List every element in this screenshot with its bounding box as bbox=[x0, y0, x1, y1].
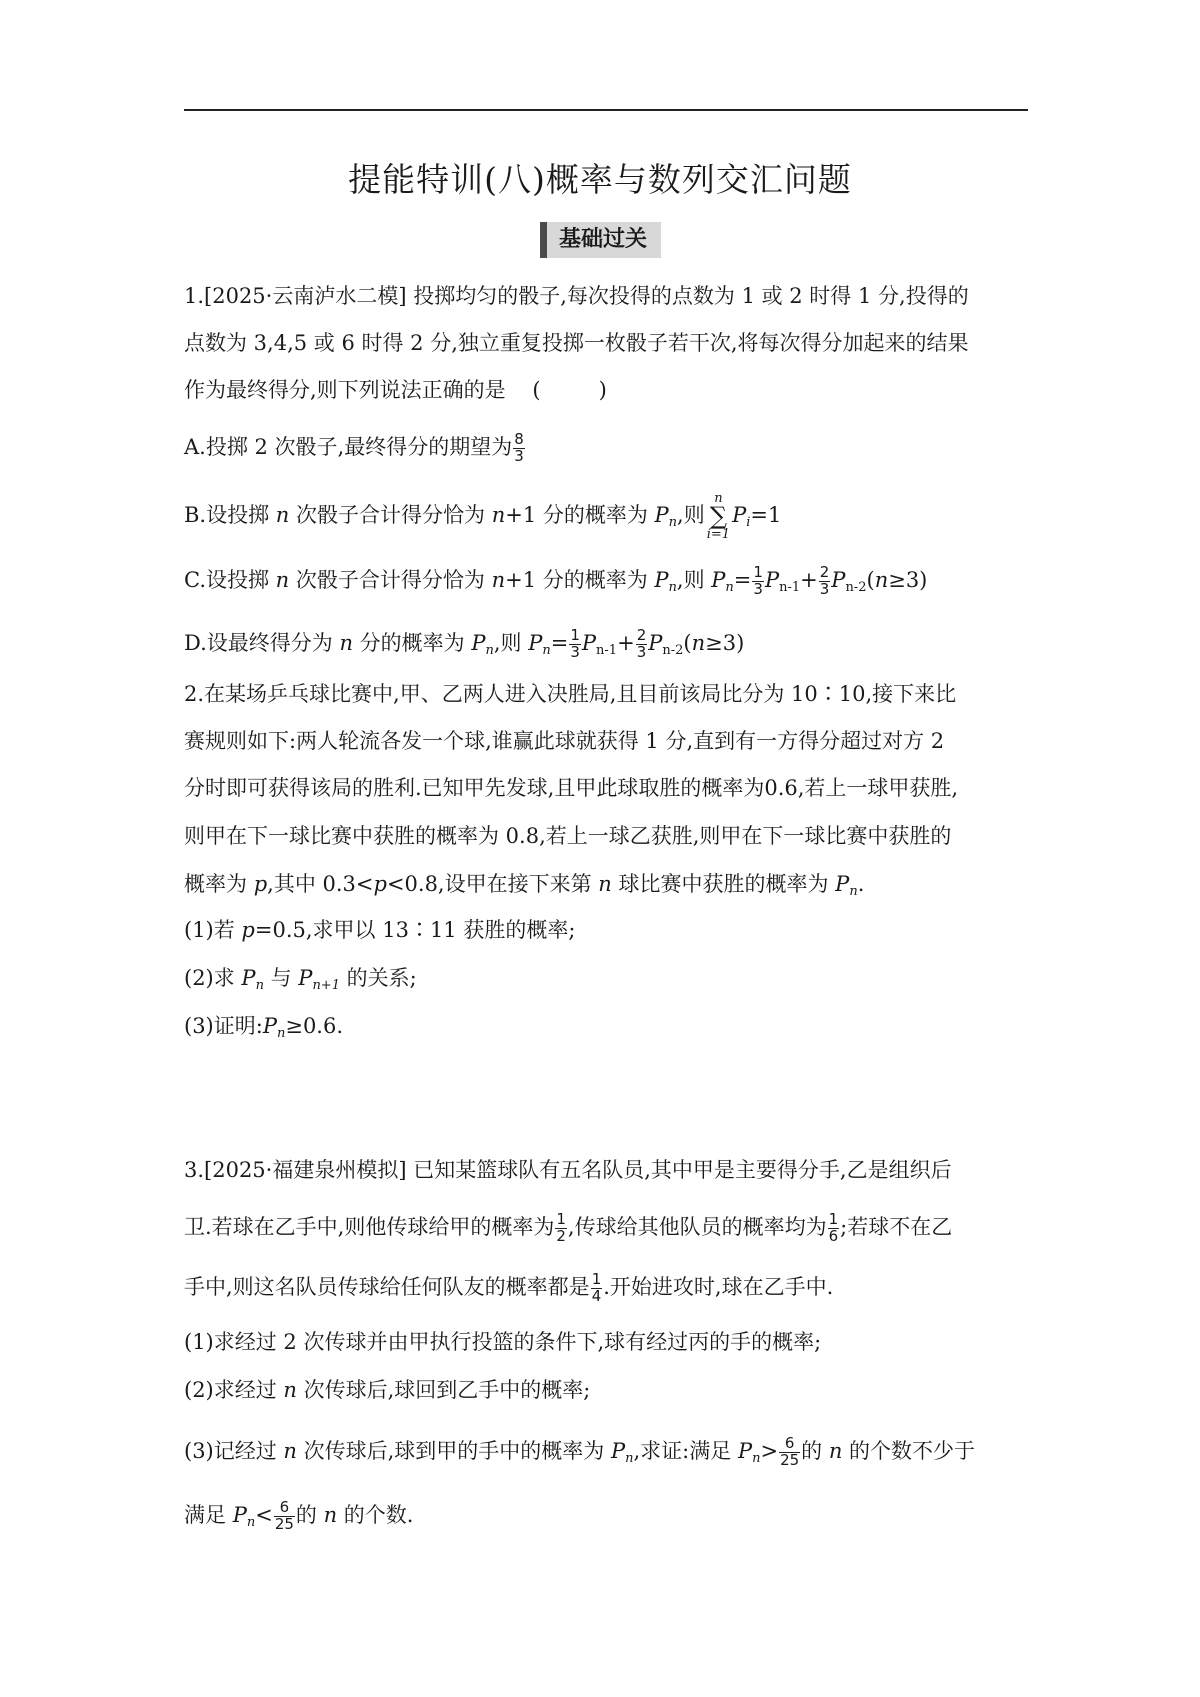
q3-sub-3-cont: 满足 $P_n<$ $\frac{6}{25}$ 的 n 的个数. bbox=[184, 1498, 414, 1533]
q3-line-1: 3.[2025·福建泉州模拟] 已知某篮球队有五名队员,其中甲是主要得分手,乙是组织后 bbox=[184, 1158, 952, 1182]
q1-option-d: D.设最终得分为 n 分的概率为 $P_n$,则 $P_n=$ $\frac{1}{3}$ $P_{n-1}+$ $\frac{2}{3}$ $P_{n-2}(n\ge 3)$ bbox=[184, 626, 745, 661]
fraction: $\frac{2}{3}$ bbox=[636, 626, 647, 661]
q1-line-1: 1.[2025·云南泸水二模] 投掷均匀的骰子,每次投得的点数为 1 或 2 时得 1 分,投得的 bbox=[184, 284, 969, 308]
fraction: $\frac{6}{25}$ bbox=[274, 1498, 294, 1533]
q2-line-2: 赛规则如下:两人轮流各发一个球,谁赢此球就获得 1 分,直到有一方得分超过对方 2 bbox=[184, 729, 945, 753]
q1-option-c: C.设投掷 n 次骰子合计得分恰为 n+1 分的概率为 $P_n$,则 $P_n=$ $\frac{1}{3}$ $P_{n-1}+$ $\frac{2}{3}$ $P_{n-2}(n\ge 3)$ bbox=[184, 563, 928, 598]
q2-line-3: 分时即可获得该局的胜利.已知甲先发球,且甲此球取胜的概率为0.6,若上一球甲获胜, bbox=[184, 776, 959, 800]
q1-line-2: 点数为 3,4,5 或 6 时得 2 分,独立重复投掷一枚骰子若干次,将每次得分加起来的结果 bbox=[184, 331, 969, 355]
q2-line-1: 2.在某场乒乓球比赛中,甲、乙两人进入决胜局,且目前该局比分为 10∶10,接下来比 bbox=[184, 682, 957, 706]
q2-line-4: 则甲在下一球比赛中获胜的概率为 0.8,若上一球乙获胜,则甲在下一球比赛中获胜的 bbox=[184, 824, 952, 848]
fraction: $\frac{1}{3}$ bbox=[570, 626, 580, 661]
q2-sub-3: (3)证明$:P_n\ge 0.6$. bbox=[184, 1014, 344, 1041]
top-rule bbox=[184, 109, 1028, 111]
q3-line-3: 手中,则这名队员传球给任何队友的概率都是 $\frac{1}{4}$ .开始进攻时,球在乙手中. bbox=[184, 1270, 834, 1305]
q2-line-5: 概率为 p,其中 0.3<p<0.8,设甲在接下来第 n 球比赛中获胜的概率为 $P_n$. bbox=[184, 872, 865, 899]
section-label: 基础过关 bbox=[540, 222, 661, 258]
fraction: $\frac{1}{6}$ bbox=[828, 1210, 839, 1245]
fraction: $\frac{1}{3}$ bbox=[753, 563, 763, 598]
answer-paren-close: ) bbox=[598, 378, 607, 402]
fraction: $\frac{6}{25}$ bbox=[780, 1434, 800, 1469]
q3-line-2: 卫.若球在乙手中,则他传球给甲的概率为 $\frac{1}{2}$ ,传球给其他队员的概率均为 $\frac{1}{6}$ ;若球不在乙 bbox=[184, 1210, 953, 1245]
q1-option-b: B.设投掷 n 次骰子合计得分恰为 n+1 分的概率为 $P_n$,则n ∑ $i=1P_i=1$ bbox=[184, 491, 782, 542]
q2-sub-1: (1)若 p=0.5,求甲以 13∶11 获胜的概率; bbox=[184, 918, 576, 942]
page-title: 提能特训(八)概率与数列交汇问题 bbox=[348, 160, 852, 199]
fraction: $\frac{2}{3}$ bbox=[819, 563, 830, 598]
q3-sub-1: (1)求经过 2 次传球并由甲执行投篮的条件下,球有经过丙的手的概率; bbox=[184, 1330, 822, 1354]
fraction: $\frac{1}{4}$ bbox=[591, 1270, 602, 1305]
q2-sub-2: (2)求 $P_n$ 与 $P_{n+1}$ 的关系; bbox=[184, 966, 417, 993]
q3-sub-3: (3)记经过 n 次传球后,球到甲的手中的概率为 $P_n$,求证:满足 $P_n>$ $\frac{6}{25}$ 的 n 的个数不少于 bbox=[184, 1434, 976, 1469]
q1-line-3: 作为最终得分,则下列说法正确的是 ( ) bbox=[184, 378, 607, 402]
q3-sub-2: (2)求经过 n 次传球后,球回到乙手中的概率; bbox=[184, 1378, 591, 1402]
fraction: $\frac{8}{3}$ bbox=[514, 430, 524, 465]
fraction: $\frac{1}{2}$ bbox=[556, 1210, 566, 1245]
q1-option-a: A.投掷 2 次骰子,最终得分的期望为 $\frac{8}{3}$ bbox=[184, 430, 524, 465]
answer-paren-open: ( bbox=[532, 378, 541, 402]
summation-symbol: n ∑ i=1 bbox=[706, 491, 731, 542]
